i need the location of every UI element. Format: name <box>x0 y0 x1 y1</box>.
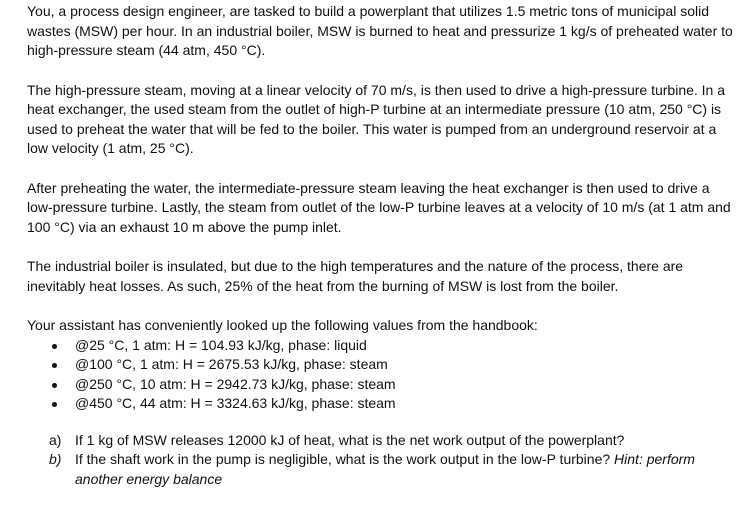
question-b <box>49 450 733 489</box>
handbook-intro: Your assistant has conveniently looked up the following values from the handbook: <box>27 317 538 333</box>
handbook-value-item: @250 °C, 10 atm: H = 2942.73 kJ/kg, phase: steam <box>49 375 733 395</box>
handbook-value-item: @100 °C, 1 atm: H = 2675.53 kJ/kg, phase: steam <box>49 355 733 375</box>
question-marker: b) <box>49 451 62 467</box>
question-hint: Hint: perform another energy balance <box>75 451 695 487</box>
paragraph-problem-statement: You, a process design engineer, are tasked to build a powerplant that utilizes 1.5 metric tons of municipal solid wastes (MSW) per hour. In an industrial boiler, MSW is burned to heat and pressurize 1 kg/s of preheated water to high-pressure steam (44 atm, 450 °C). <box>27 3 733 58</box>
handbook-value-item: @25 °C, 1 atm: H = 104.93 kJ/kg, phase: liquid <box>49 336 733 356</box>
paragraph-heat-losses: The industrial boiler is insulated, but due to the high temperatures and the nature of the process, there are inevitably heat losses. As such, 25% of the heat from the burning of MSW is lost from the boiler. <box>27 258 684 294</box>
question-marker: a) <box>49 431 62 448</box>
handbook-values-list <box>27 336 733 414</box>
question-a <box>49 431 733 451</box>
question-text: If the shaft work in the pump is negligible, what is the work output in the low-P turbine? <box>75 451 615 467</box>
question-text: If 1 kg of MSW releases 12000 kJ of heat, what is the net work output of the powerplant? <box>75 431 625 448</box>
handbook-value-item: @450 °C, 44 atm: H = 3324.63 kJ/kg, phase: steam <box>49 394 733 414</box>
questions-list <box>27 431 733 490</box>
paragraph-high-pressure-turbine: The high-pressure steam, moving at a linear velocity of 70 m/s, is then used to drive a high-pressure turbine. In a heat exchanger, the used steam from the outlet of high-P turbine at an intermediate pressure (10 atm, 250 °C) is used to preheat the water that will be fed to the boiler. This water is pumped from an underground reservoir at a low velocity (1 atm, 25 °C). <box>27 81 726 156</box>
paragraph-low-pressure-turbine: After preheating the water, the intermediate-pressure steam leaving the heat exchanger is then used to drive a low-pressure turbine. Lastly, the steam from outlet of the low-P turbine leaves at a velocity of 10 m/s (at 1 atm and 100 °C) via an exhaust 10 m above the pump inlet. <box>27 179 731 235</box>
